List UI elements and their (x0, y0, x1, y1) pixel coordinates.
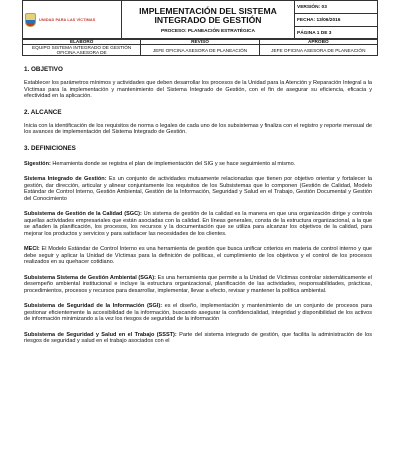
aprobo-header: APROBÓ (259, 39, 377, 45)
document-title (124, 7, 292, 26)
elaboro-value: EQUIPO SISTEMA INTEGRADO DE GESTIÓN OFICINA ASESORA DE (23, 45, 141, 56)
section-text-alcance: Inicia con la identificación de los requisitos de norma o legales de cada uno de los subsistemas y finaliza con el registro y reporte mensual de los avances de implementación del Sistema Integrado de Gestión. (24, 122, 372, 135)
logo-text: UNIDAD PARA LAS VÍCTIMAS (39, 18, 96, 22)
signature-table (22, 38, 378, 56)
definition-text: El Modelo Estándar de Control Interno es una herramienta de gestión que busca unificar criterios en materia de control interno y que debe seguir y aplicar la Unidad de Víctimas para la definición de políticas, el cumplimiento de los objetivos y el control de los procesos realizados en su quehacer cotidiano. (24, 246, 372, 265)
elaboro-header: ELABORÓ (23, 39, 141, 45)
definition-term: MECI: (24, 246, 40, 252)
definition-paragraph (24, 303, 372, 323)
definition-paragraph (24, 161, 372, 168)
definition-paragraph (24, 332, 372, 345)
definition-text: Herramienta donde se registra el plan de implementación del SIG y se hace seguimiento al mismo. (50, 160, 296, 167)
definition-text: Es un conjunto de actividades mutuamente relacionadas que tienen por objetivo orientar y fortalecer la gestión, dar dirección, articular y alinear conjuntamente los requisitos de los Subsistemas que lo componen (Gestión de Calidad, Modelo Estándar de Control Interno, Gestión Ambiental, Gestión de la Información, Seguridad y Salud en el Trabajo, Gestión Documental y Gestión del Conocimiento (24, 176, 373, 202)
definition-text: Un sistema de gestión de la calidad es la manera en que una organización dirige y controla aquellas actividades empresariales que están asociadas con la calidad. En líneas generales, consta de la estructura organizacional, a la que se añaden la planificación, los procesos, los recursos y la documentación que se utiliza para alcanzar los objetivos de la calidad, para mejorar los productos y servicios y para satisfacer las necesidades de los clientes. (24, 211, 373, 237)
definition-text: Parte del sistema integrado de gestión, que facilita la administración de los riesgos de seguridad y salud en el trabajo asociados con el (24, 331, 373, 344)
section-title-definiciones: 3. DEFINICIONES (24, 144, 76, 152)
definition-text: es el diseño, implementación y mantenimiento de un conjunto de procesos para gestionar eficientemente la accesibilidad de la información, buscando asegurar la confidencialidad, integridad y disponibilidad de los activos de información minimizando a la vez los riesgos de seguridad de la información (24, 303, 372, 322)
version-label: VERSIÓN: 03 (295, 1, 378, 14)
definition-paragraph (24, 275, 372, 295)
reviso-value: JEFE OFICINA ASESORA DE PLANEACIÓN (141, 45, 259, 56)
definition-paragraph (24, 211, 372, 237)
date-label: FECHA: 13/06/2016 (295, 14, 378, 27)
definition-text: Es una herramienta que permite a la Unidad de Víctimas controlar sistemáticamente el desempeño ambiental institucional e incluye la estructura organizacional, planificación de las actividades, responsabilidades, prácticas, procedimientos, procesos y recursos para desarrollar, implementar, llevar a efecto, revisar y mantener la política ambiental. (24, 274, 372, 294)
definition-term: Sigestión: (24, 160, 51, 167)
logo-cell (23, 1, 122, 40)
definition-term: Subsistema de Seguridad y Salud en el Trabajo (SSST): (24, 331, 177, 338)
logo (25, 13, 119, 27)
title-line-1: IMPLEMENTACIÓN DEL SISTEMA (139, 5, 277, 16)
definition-paragraph (24, 246, 372, 266)
coat-of-arms-icon (25, 13, 36, 27)
title-cell (122, 1, 295, 40)
page-label: PÁGINA 1 DE 3 (295, 27, 378, 40)
title-line-2: INTEGRADO DE GESTIÓN (154, 15, 262, 25)
definition-term: Subsistema de Seguridad de la Información (SGI): (24, 303, 163, 309)
section-title-objetivo: 1. OBJETIVO (24, 66, 63, 73)
definition-term: Subsistema de Gestión de la Calidad (SGC): (24, 211, 142, 217)
process-label: PROCESO: PLANEACIÓN ESTRATÉGICA (161, 28, 255, 34)
section-text-objetivo: Establecer los parámetros mínimos y actividades que deben desarrollar los procesos de la Unidad para la Atención y Reparación Integral a la Víctimas para la implementación y mantenimiento del Sistema Integrado de Gestión, con el fin de asegurar su eficiencia, eficacia y efectividad en la aplicación. (24, 80, 372, 99)
definition-term: Subsistema Sistema de Gestión Ambiental (SGA): (24, 274, 156, 281)
reviso-header: REVISÓ (141, 39, 259, 45)
header-table (22, 0, 378, 40)
document-body (24, 66, 372, 345)
definition-term: Sistema Integrado de Gestión: (24, 176, 107, 182)
definition-paragraph (24, 176, 372, 202)
section-title-alcance: 2. ALCANCE (24, 108, 62, 116)
aprobo-value: JEFE OFICINA ASESORA DE PLANEACIÓN (259, 45, 377, 56)
